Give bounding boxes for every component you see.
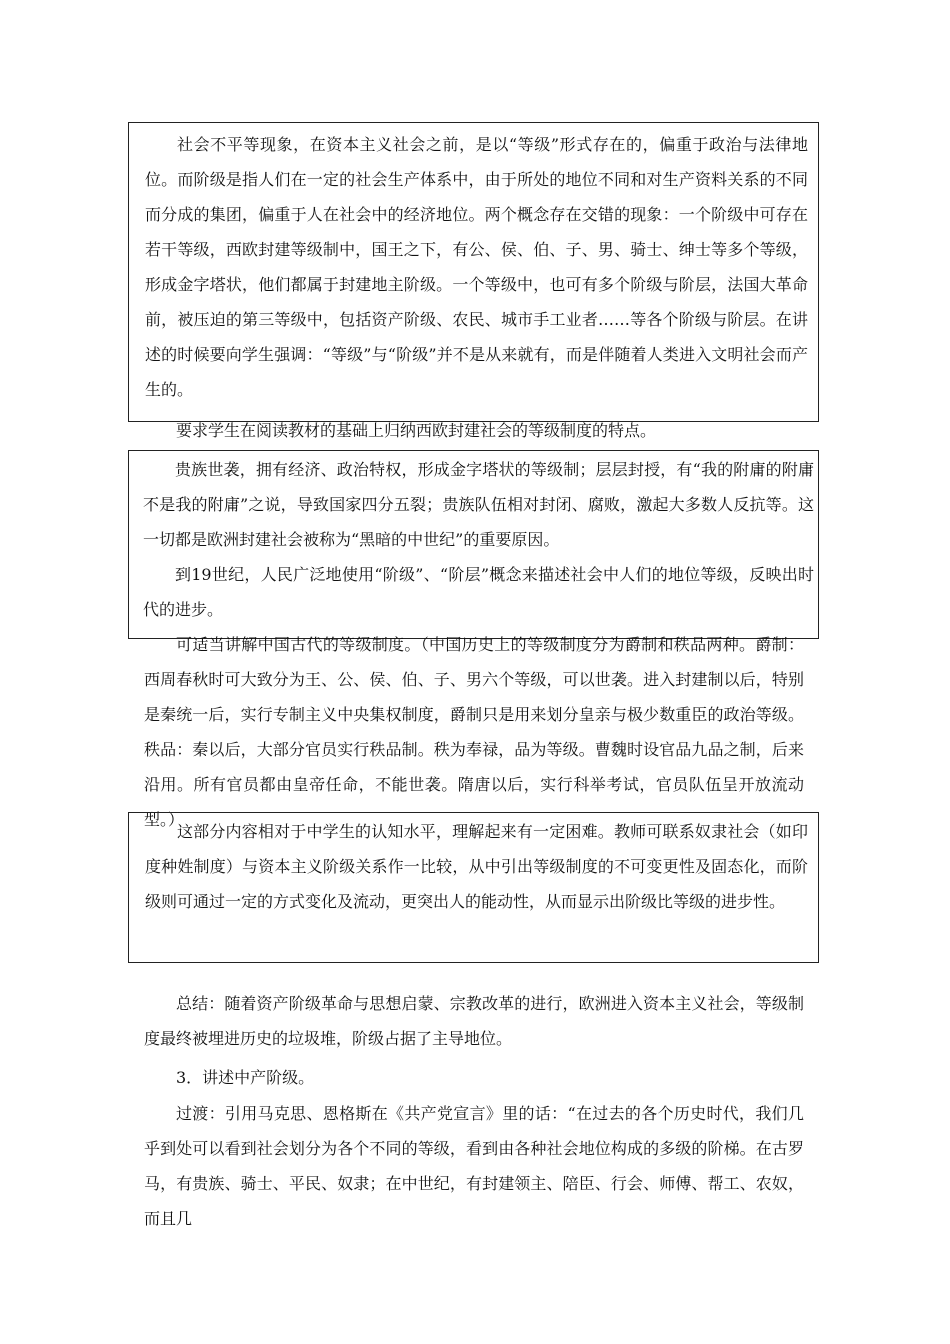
paragraph-19th-century: 到19世纪，人民广泛地使用“阶级”、“阶层”概念来描述社会中人们的地位等级，反映出时代的进步。: [143, 565, 814, 619]
note-box-2: [128, 450, 819, 639]
paragraph-summary: 总结：随着资产阶级革命与思想启蒙、宗教改革的进行，欧洲进入资本主义社会，等级制度最终被埋进历史的垃圾堆，阶级占据了主导地位。: [144, 994, 804, 1048]
paragraph-rank-vs-class: 社会不平等现象，在资本主义社会之前，是以“等级”形式存在的，偏重于政治与法律地位。而阶级是指人们在一定的社会生产体系中，由于所处的地位不同和对生产资料关系的不同而分成的集团，偏重于人在社会中的经济地位。两个概念存在交错的现象：一个阶级中可存在若干等级，西欧封建等级制中，国王之下，有公、侯、伯、子、男、骑士、绅士等多个等级，形成金字塔状，他们都属于封建地主阶级。一个等级中，也可有多个阶级与阶层，法国大革命前，被压迫的第三等级中，包括资产阶级、农民、城市手工业者……等各个阶级与阶层。在讲述的时候要向学生强调：“等级”与“阶级”并不是从来就有，而是伴随着人类进入文明社会而产生的。: [145, 135, 808, 399]
paragraph-teaching-tip: 这部分内容相对于中学生的认知水平，理解起来有一定困难。教师可联系奴隶社会（如印度种姓制度）与资本主义阶级关系作一比较，从中引出等级制度的不可变更性及固态化，而阶级则可通过一定的方式变化及流动，更突出人的能动性，从而显示出阶级比等级的进步性。: [145, 822, 808, 911]
paragraph-transition: 过渡：引用马克思、恩格斯在《共产党宣言》里的话：“在过去的各个历史时代，我们几乎到处可以看到社会划分为各个不同的等级，看到由各种社会地位构成的多级的阶梯。在古罗马，有贵族、骑士、平民、奴隶；在中世纪，有封建领主、陪臣、行会、师傅、帮工、农奴，而且几: [144, 1104, 804, 1228]
paragraph-feudal-features: 贵族世袭，拥有经济、政治特权，形成金字塔状的等级制；层层封授，有“我的附庸的附庸不是我的附庸”之说，导致国家四分五裂；贵族队伍相对封闭、腐败，激起大多数人反抗等。这一切都是欧洲封建社会被称为“黑暗的中世纪”的重要原因。: [143, 460, 814, 549]
paragraph-china-ranks: 可适当讲解中国古代的等级制度。（中国历史上的等级制度分为爵制和秩品两种。爵制：西周春秋时可大致分为王、公、侯、伯、子、男六个等级，可以世袭。进入封建制以后，特别是秦统一后，实行专制主义中央集权制度，爵制只是用来划分皇亲与极少数重臣的政治等级。秩品：秦以后，大部分官员实行秩品制。秩为奉禄，品为等级。曹魏时设官品九品之制，后来沿用。所有官员都由皇帝任命，不能世袭。隋唐以后，实行科举考试，官员队伍呈开放流动型。）: [144, 635, 804, 829]
section-heading-3: 3．讲述中产阶级。: [176, 1068, 315, 1087]
paragraph-requirement: 要求学生在阅读教材的基础上归纳西欧封建社会的等级制度的特点。: [176, 421, 657, 440]
note-box-1: [128, 122, 819, 422]
note-box-3: [128, 812, 819, 963]
